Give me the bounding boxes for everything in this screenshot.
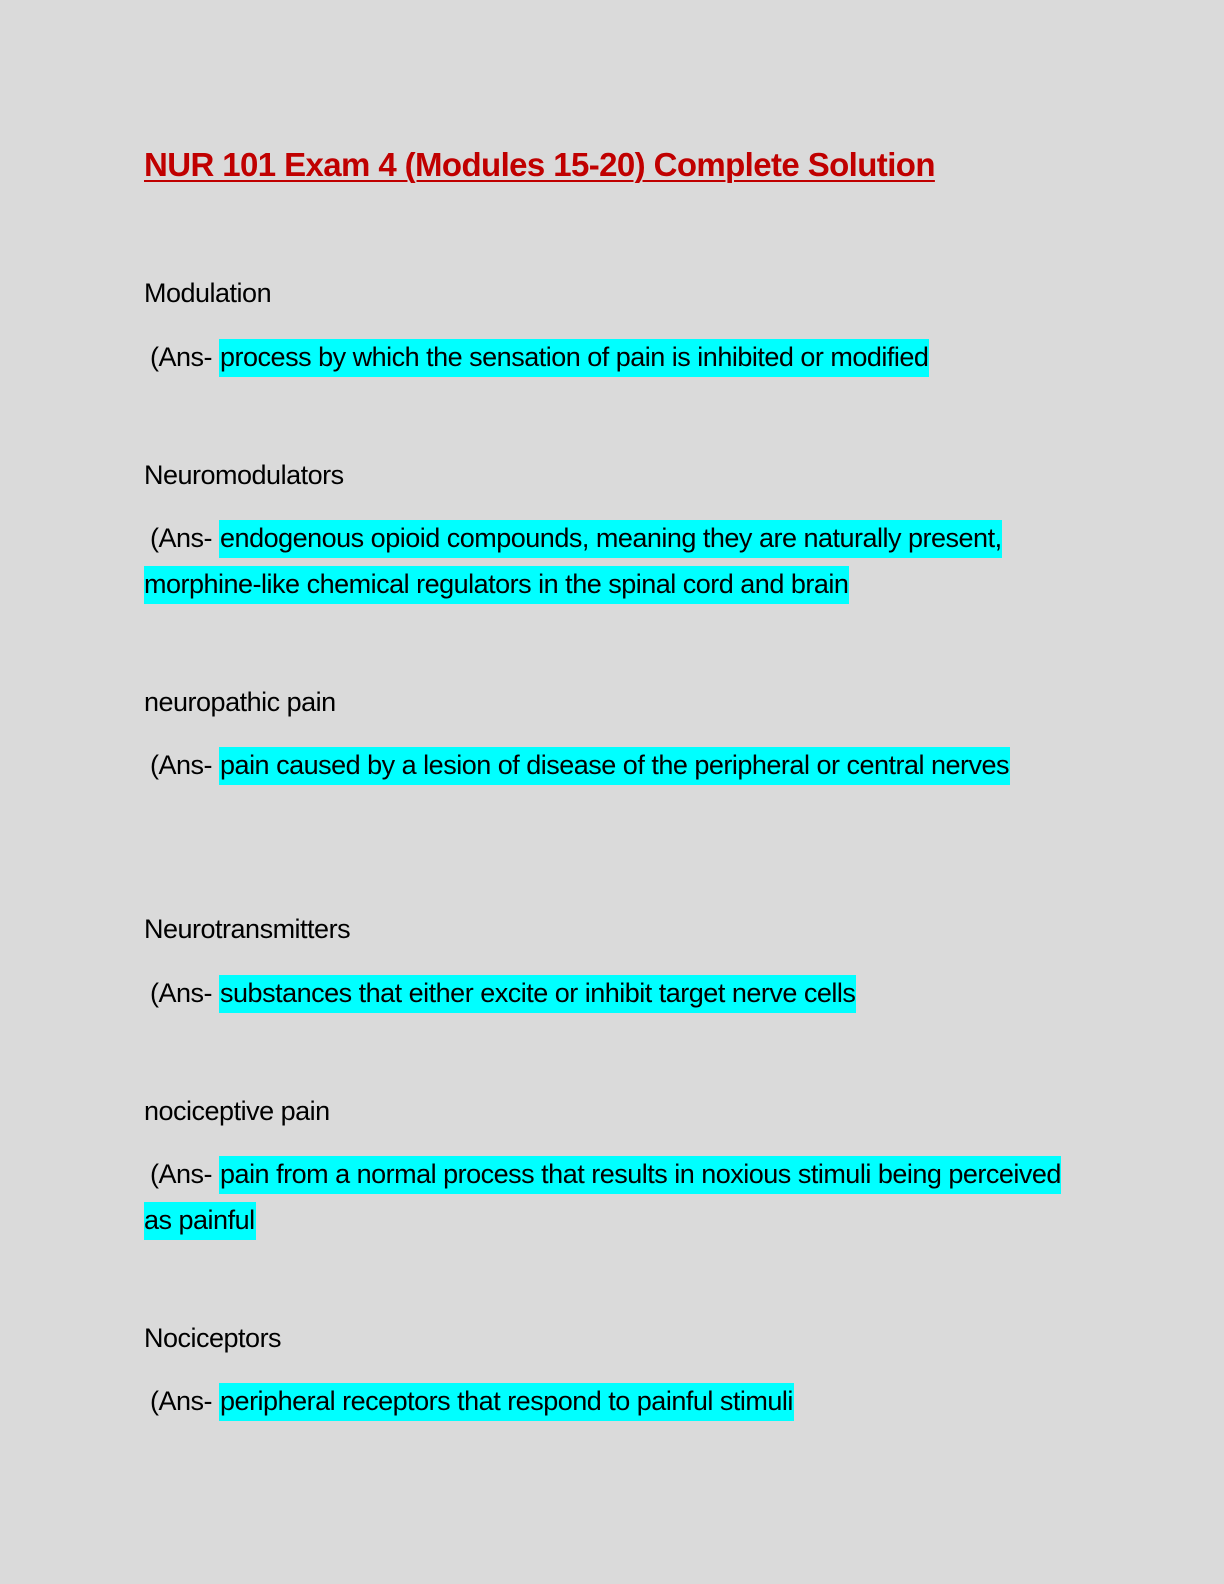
answer-neuropathic-pain bbox=[144, 742, 1074, 788]
highlighted-answer: pain caused by a lesion of disease of the peripheral or central nerves bbox=[219, 747, 1010, 785]
answer-modulation bbox=[144, 334, 1074, 380]
answer-prefix: (Ans- bbox=[150, 1159, 213, 1189]
answer-prefix: (Ans- bbox=[150, 523, 213, 553]
answer-nociceptors bbox=[144, 1378, 1074, 1424]
answer-neuromodulators bbox=[144, 515, 1074, 607]
answer-prefix: (Ans- bbox=[150, 342, 213, 372]
highlighted-answer: pain from a normal process that results in noxious stimuli being perceived as painful bbox=[144, 1156, 1061, 1240]
answer-prefix: (Ans- bbox=[150, 978, 213, 1008]
answer-prefix: (Ans- bbox=[150, 750, 213, 780]
highlighted-answer: substances that either excite or inhibit target nerve cells bbox=[219, 975, 856, 1013]
term-neuropathic-pain: neuropathic pain bbox=[144, 687, 336, 717]
term-neurotransmitters: Neurotransmitters bbox=[144, 914, 351, 944]
term-modulation: Modulation bbox=[144, 278, 272, 308]
answer-neurotransmitters bbox=[144, 970, 1074, 1016]
answer-prefix: (Ans- bbox=[150, 1386, 213, 1416]
document-title: NUR 101 Exam 4 (Modules 15-20) Complete Solution bbox=[144, 146, 935, 183]
term-nociceptors: Nociceptors bbox=[144, 1323, 282, 1353]
term-neuromodulators: Neuromodulators bbox=[144, 460, 344, 490]
highlighted-answer: process by which the sensation of pain is inhibited or modified bbox=[219, 339, 929, 377]
answer-nociceptive-pain bbox=[144, 1151, 1074, 1243]
highlighted-answer: peripheral receptors that respond to painful stimuli bbox=[219, 1383, 794, 1421]
highlighted-answer: endogenous opioid compounds, meaning they are naturally present, morphine-like chemical regulators in the spinal cord and brain bbox=[144, 520, 1002, 604]
term-nociceptive-pain: nociceptive pain bbox=[144, 1096, 330, 1126]
